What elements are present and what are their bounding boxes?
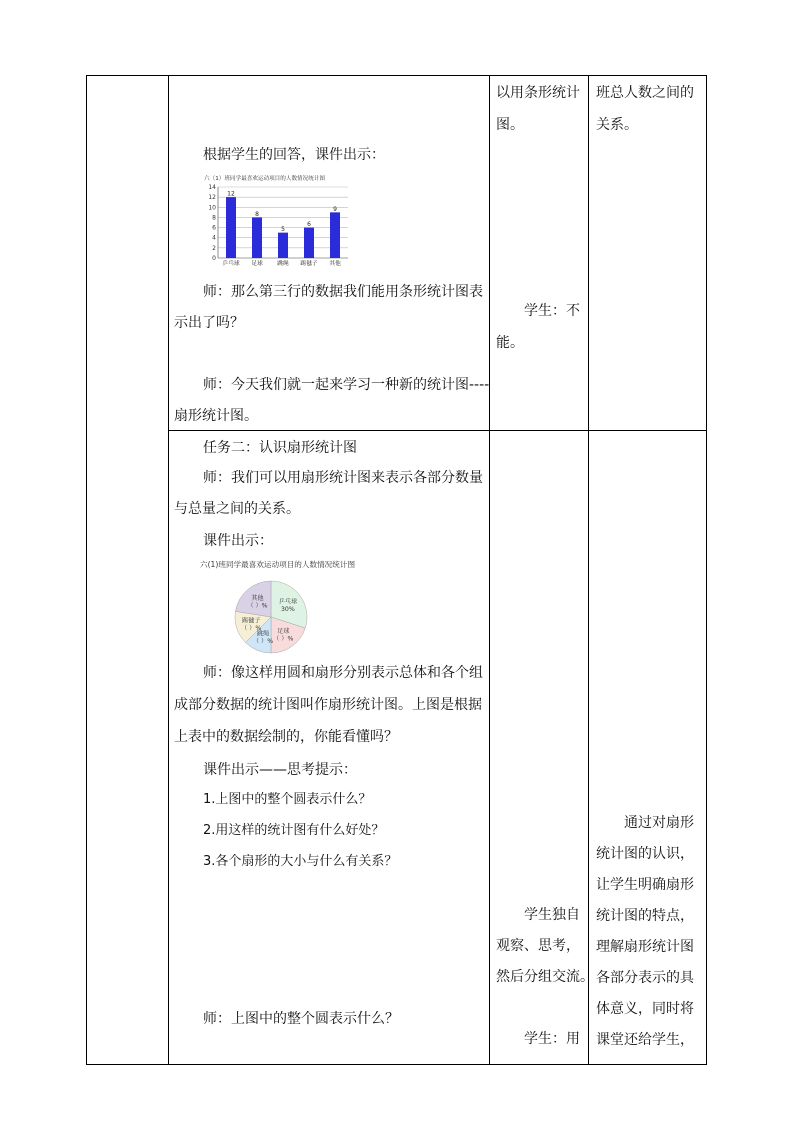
bar-chart-ytick-label: 8: [212, 214, 216, 222]
pie-chart-slice-value: 30%: [281, 606, 295, 614]
student-answer-2: 学生：用: [524, 1031, 580, 1047]
pie-chart-slice-label: 乒乓球: [278, 598, 298, 606]
pie-chart-slice-value: （ ）%: [273, 635, 294, 643]
teacher-question-2-line2: 扇形统计图。: [174, 408, 258, 424]
teacher-line-2: 与总量之间的关系。: [174, 501, 300, 517]
bar-chart-ytick-label: 6: [212, 224, 216, 232]
col4-top-line1: 班总人数之间的: [596, 85, 694, 101]
student-observe-line2: 观察、思考，: [496, 938, 580, 954]
hint-title: 课件出示——思考提示：: [203, 762, 357, 778]
bar-chart-value-label: 9: [333, 205, 337, 213]
table-border-left: [86, 75, 87, 1065]
purpose-line5: 理解扇形统计图: [596, 939, 694, 955]
student-answer-1-line1: 学生：不: [524, 303, 580, 319]
bar-chart: [204, 172, 354, 270]
pie-chart-slice-label: 踢毽子: [241, 617, 261, 625]
teacher-question-1-line1: 师：那么第三行的数据我们能用条形统计图表: [203, 284, 483, 300]
pie-chart-title: 六(1)班同学最喜欢运动项目的人数情况统计图: [200, 560, 356, 569]
student-observe-line3: 然后分组交流。: [496, 969, 594, 985]
purpose-line2: 统计图的认识，: [596, 846, 694, 862]
col3-top-line1: 以用条形统计: [496, 85, 580, 101]
table-border-top: [86, 75, 707, 76]
table-border-col2: [489, 75, 490, 1065]
bar-chart-value-label: 5: [281, 226, 285, 234]
teacher-line-1: 师：我们可以用扇形统计图来表示各部分数量: [203, 470, 483, 486]
hint-item-3: 3.各个扇形的大小与什么有关系？: [203, 854, 398, 869]
bar-chart-value-label: 6: [307, 221, 311, 229]
teacher-final-question: 师：上图中的整个圆表示什么？: [203, 1011, 399, 1027]
pie-chart-slice-label: 其他: [251, 595, 264, 603]
pie-chart-slice-value: （ ）%: [241, 624, 262, 632]
table-row-divider: [168, 430, 707, 431]
table-border-col1: [168, 75, 169, 1065]
table-border-right: [706, 75, 707, 1065]
explain-line-2: 成部分数据的统计图叫作扇形统计图。上图是根据: [174, 697, 482, 713]
teacher-question-2-line1: 师：今天我们就一起来学习一种新的统计图----: [203, 377, 490, 393]
intro-text: 根据学生的回答，课件出示：: [203, 147, 385, 163]
bar-chart-category-label: 踢毽子: [300, 261, 318, 267]
bar-chart-ytick-label: 14: [208, 184, 216, 191]
teacher-question-1-line2: 示出了吗？: [174, 315, 244, 331]
purpose-line4: 统计图的特点，: [596, 908, 694, 924]
courseware-show: 课件出示：: [203, 533, 273, 549]
purpose-line6: 各部分表示的具: [596, 970, 694, 986]
pie-chart-slice-label: 足球: [277, 627, 290, 635]
table-border-bottom: [86, 1064, 707, 1065]
bar-chart-value-label: 8: [255, 210, 259, 218]
pie-chart-slice-value: （ ）%: [247, 602, 268, 610]
bar-chart-bar: [330, 212, 340, 258]
student-observe-line1: 学生独自: [524, 907, 580, 923]
bar-chart-title: 六（1）班同学最喜欢运动项目的人数情况统计图: [204, 176, 326, 182]
col3-top-line2: 图。: [496, 117, 524, 133]
bar-chart-category-label: 其他: [329, 261, 341, 267]
pie-chart-slice-value: （ ）%: [252, 637, 274, 645]
bar-chart-bar: [226, 197, 236, 258]
bar-chart-category-label: 跳绳: [277, 261, 289, 267]
bar-chart-category-label: 足球: [251, 261, 263, 267]
purpose-line1: 通过对扇形: [624, 815, 694, 831]
bar-chart-ytick-label: 10: [208, 204, 216, 212]
hint-item-2: 2.用这样的统计图有什么好处？: [203, 823, 385, 838]
table-border-col3: [588, 75, 589, 1065]
explain-line-1: 师：像这样用圆和扇形分别表示总体和各个组: [203, 665, 483, 681]
col4-top-line2: 关系。: [596, 117, 638, 133]
bar-chart-ytick-label: 4: [212, 234, 216, 242]
pie-chart: [200, 558, 410, 658]
bar-chart-bar: [304, 228, 314, 258]
bar-chart-ytick-label: 2: [212, 244, 216, 252]
explain-line-3: 上表中的数据绘制的，你能看懂吗？: [174, 729, 398, 745]
bar-chart-value-label: 12: [227, 190, 235, 198]
hint-item-1: 1.上图中的整个圆表示什么？: [203, 792, 372, 807]
bar-chart-category-label: 乒乓球: [222, 261, 240, 267]
bar-chart-bar: [252, 217, 262, 258]
bar-chart-ytick-label: 0: [212, 255, 216, 262]
bar-chart-bar: [278, 233, 288, 258]
bar-chart-ytick-label: 12: [208, 194, 216, 202]
purpose-line3: 让学生明确扇形: [596, 877, 694, 893]
purpose-line8: 课堂还给学生，: [596, 1032, 694, 1048]
task-title: 任务二：认识扇形统计图: [203, 440, 357, 456]
purpose-line7: 体意义，同时将: [596, 1001, 694, 1017]
pie-chart-slice-label: 跳绳: [256, 630, 270, 638]
student-answer-1-line2: 能。: [496, 335, 524, 351]
